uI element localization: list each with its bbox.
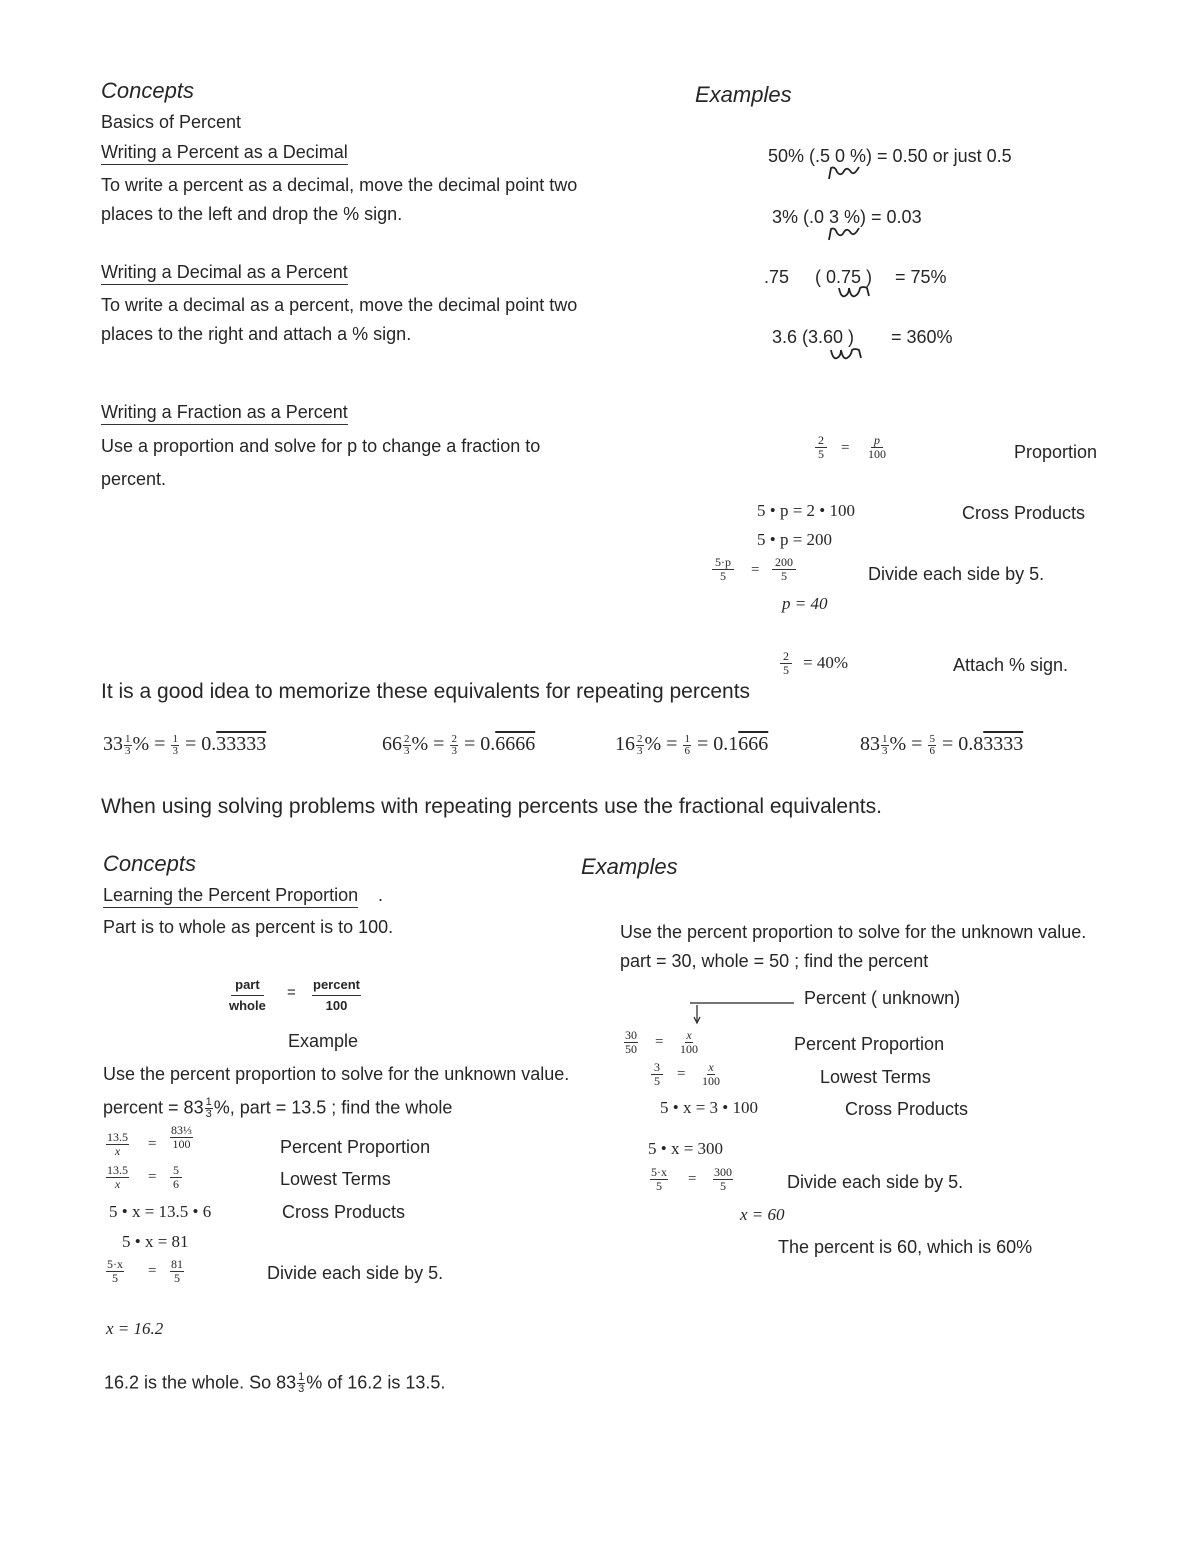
left-example-given: percent = 83 $\frac{1}{3}$ %, part = 13.5 ; find the whole	[103, 1096, 453, 1120]
equivalent-16: 16 $\frac{2}{3}$ % = $\frac{1}{6}$ = 0.1666	[615, 733, 769, 757]
equals-sign: =	[841, 440, 850, 456]
right-example-intro: Use the percent proportion to solve for the unknown value.	[620, 922, 1087, 942]
concepts-heading: Concepts	[101, 78, 194, 103]
title-dot: .	[378, 885, 384, 905]
equals-sign: =	[751, 562, 760, 578]
frac-to-pct-title: Writing a Fraction as a Percent	[101, 403, 348, 425]
fraction-300-5: 300 5	[714, 1165, 732, 1193]
example-36-result: = 360%	[891, 327, 953, 347]
equals-sign: =	[655, 1034, 664, 1050]
proportion-label: Proportion	[1014, 442, 1098, 462]
right-conclusion: The percent is 60, which is 60%	[778, 1237, 1033, 1257]
example-075: .75	[764, 267, 790, 287]
right-percent-proportion-label: Percent Proportion	[794, 1034, 945, 1054]
fraction-x-100: x 100	[680, 1028, 698, 1056]
product-eq: 5 • p = 200	[757, 530, 833, 549]
equals-sign: =	[148, 1136, 157, 1152]
fraction-p-100: p 100	[868, 433, 886, 461]
divide-label: Divide each side by 5.	[868, 564, 1045, 584]
dec-to-pct-line2: places to the right and attach a % sign.	[101, 324, 412, 344]
equivalent-83: 83 $\frac{1}{3}$ % = $\frac{5}{6}$ = 0.83333	[860, 733, 1024, 757]
percent-unknown-label: Percent ( unknown)	[804, 988, 961, 1008]
right-x-result: x = 60	[740, 1205, 785, 1224]
fraction-5-6: 5 6	[170, 1164, 182, 1190]
fraction-3-5: 3 5	[651, 1061, 663, 1087]
right-example-given: part = 30, whole = 50 ; find the percent	[620, 951, 929, 971]
left-x-result: x = 16.2	[106, 1319, 164, 1338]
decimal-move-arrow-icon	[836, 282, 872, 302]
example-075-result: = 75%	[895, 267, 947, 287]
fraction-2-5: 2 5	[815, 434, 827, 460]
right-cross-products-eq: 5 • x = 3 • 100	[660, 1098, 758, 1117]
percent-proportion-desc: Part is to whole as percent is to 100.	[103, 917, 394, 937]
left-example-intro: Use the percent proportion to solve for the unknown value.	[103, 1064, 570, 1084]
equals-sign: =	[287, 984, 296, 1001]
examples-heading: Examples	[695, 82, 792, 107]
decimal-move-arrow-icon	[828, 344, 864, 364]
fraction-81-5: 81 5	[171, 1257, 183, 1285]
fraction-83-100: 83⅓ 100	[171, 1123, 192, 1151]
attach-label: Attach % sign.	[953, 655, 1069, 675]
basics-title: Basics of Percent	[101, 112, 242, 132]
example-3pct: 3% (.0 3 %) = 0.03	[772, 207, 922, 227]
fraction-2-5-final: 2 5	[780, 650, 792, 676]
cross-products-label: Cross Products	[962, 503, 1086, 523]
left-percent-proportion-label: Percent Proportion	[280, 1137, 431, 1157]
right-cross-products-label: Cross Products	[845, 1099, 969, 1119]
frac-to-pct-line2: percent.	[101, 469, 167, 489]
fraction-part-whole: part whole	[229, 977, 266, 1014]
example-36: 3.6 (3.60 )	[772, 327, 855, 347]
memorize-heading: It is a good idea to memorize these equivalents for repeating percents	[101, 680, 751, 703]
concepts-heading-2: Concepts	[103, 851, 196, 876]
frac-to-pct-line1: Use a proportion and solve for p to change a fraction to	[101, 436, 541, 456]
pct-to-dec-line2: places to the left and drop the % sign.	[101, 204, 403, 224]
left-divide-label: Divide each side by 5.	[267, 1263, 444, 1283]
dec-to-pct-title: Writing a Decimal as a Percent	[101, 263, 348, 285]
example-50pct: 50% (.5 0 %) = 0.50 or just 0.5	[768, 146, 1012, 166]
right-lowest-terms-label: Lowest Terms	[820, 1067, 931, 1087]
down-arrow-icon	[688, 997, 798, 1027]
dec-to-pct-line1: To write a decimal as a percent, move the decimal point two	[101, 295, 578, 315]
final-percent: = 40%	[803, 653, 848, 672]
pct-to-dec-line1: To write a percent as a decimal, move the decimal point two	[101, 175, 578, 195]
equals-sign: =	[148, 1263, 157, 1279]
left-product-eq: 5 • x = 81	[122, 1232, 189, 1251]
p-result: p = 40	[782, 594, 828, 613]
right-product-eq: 5 • x = 300	[648, 1139, 724, 1158]
left-cross-products-eq: 5 • x = 13.5 • 6	[109, 1202, 212, 1221]
decimal-move-arrow-icon	[826, 163, 862, 183]
left-cross-products-label: Cross Products	[282, 1202, 406, 1222]
equals-sign: =	[677, 1066, 686, 1082]
pct-to-dec-title: Writing a Percent as a Decimal	[101, 143, 348, 165]
fraction-13-5-x: 13.5 x	[107, 1130, 128, 1158]
fraction-5p-5: 5·p 5	[712, 556, 734, 582]
fraction-x-100-2: x 100	[702, 1060, 720, 1088]
example-075-paren: ( 0.75 )	[815, 267, 873, 287]
equivalent-33: 33 $\frac{1}{3}$ % = $\frac{1}{3}$ = 0.33333	[103, 733, 267, 757]
equals-sign: =	[148, 1169, 157, 1185]
percent-proportion-title: Learning the Percent Proportion	[103, 886, 358, 908]
decimal-move-arrow-icon	[826, 224, 862, 244]
equivalent-66: 66 $\frac{2}{3}$ % = $\frac{2}{3}$ = 0.6666	[382, 733, 536, 757]
fraction-5x-5: 5·x 5	[107, 1257, 123, 1285]
equals-sign: =	[688, 1171, 697, 1187]
fraction-200-5: 200 5	[772, 556, 796, 582]
right-divide-label: Divide each side by 5.	[787, 1172, 964, 1192]
fraction-percent-100: percent 100	[313, 977, 360, 1014]
left-lowest-terms-label: Lowest Terms	[280, 1169, 391, 1189]
cross-products-eq: 5 • p = 2 • 100	[757, 501, 855, 520]
fractional-note: When using solving problems with repeating percents use the fractional equivalents.	[101, 795, 882, 818]
left-conclusion: 16.2 is the whole. So 83 $\frac{1}{3}$ % of 16.2 is 13.5.	[104, 1371, 446, 1395]
example-label: Example	[288, 1031, 359, 1051]
fraction-13-5-x-2: 13.5 x	[107, 1163, 128, 1191]
examples-heading-2: Examples	[581, 854, 678, 879]
fraction-5x-5-right: 5·x 5	[651, 1165, 667, 1193]
fraction-30-50: 30 50	[625, 1028, 637, 1056]
